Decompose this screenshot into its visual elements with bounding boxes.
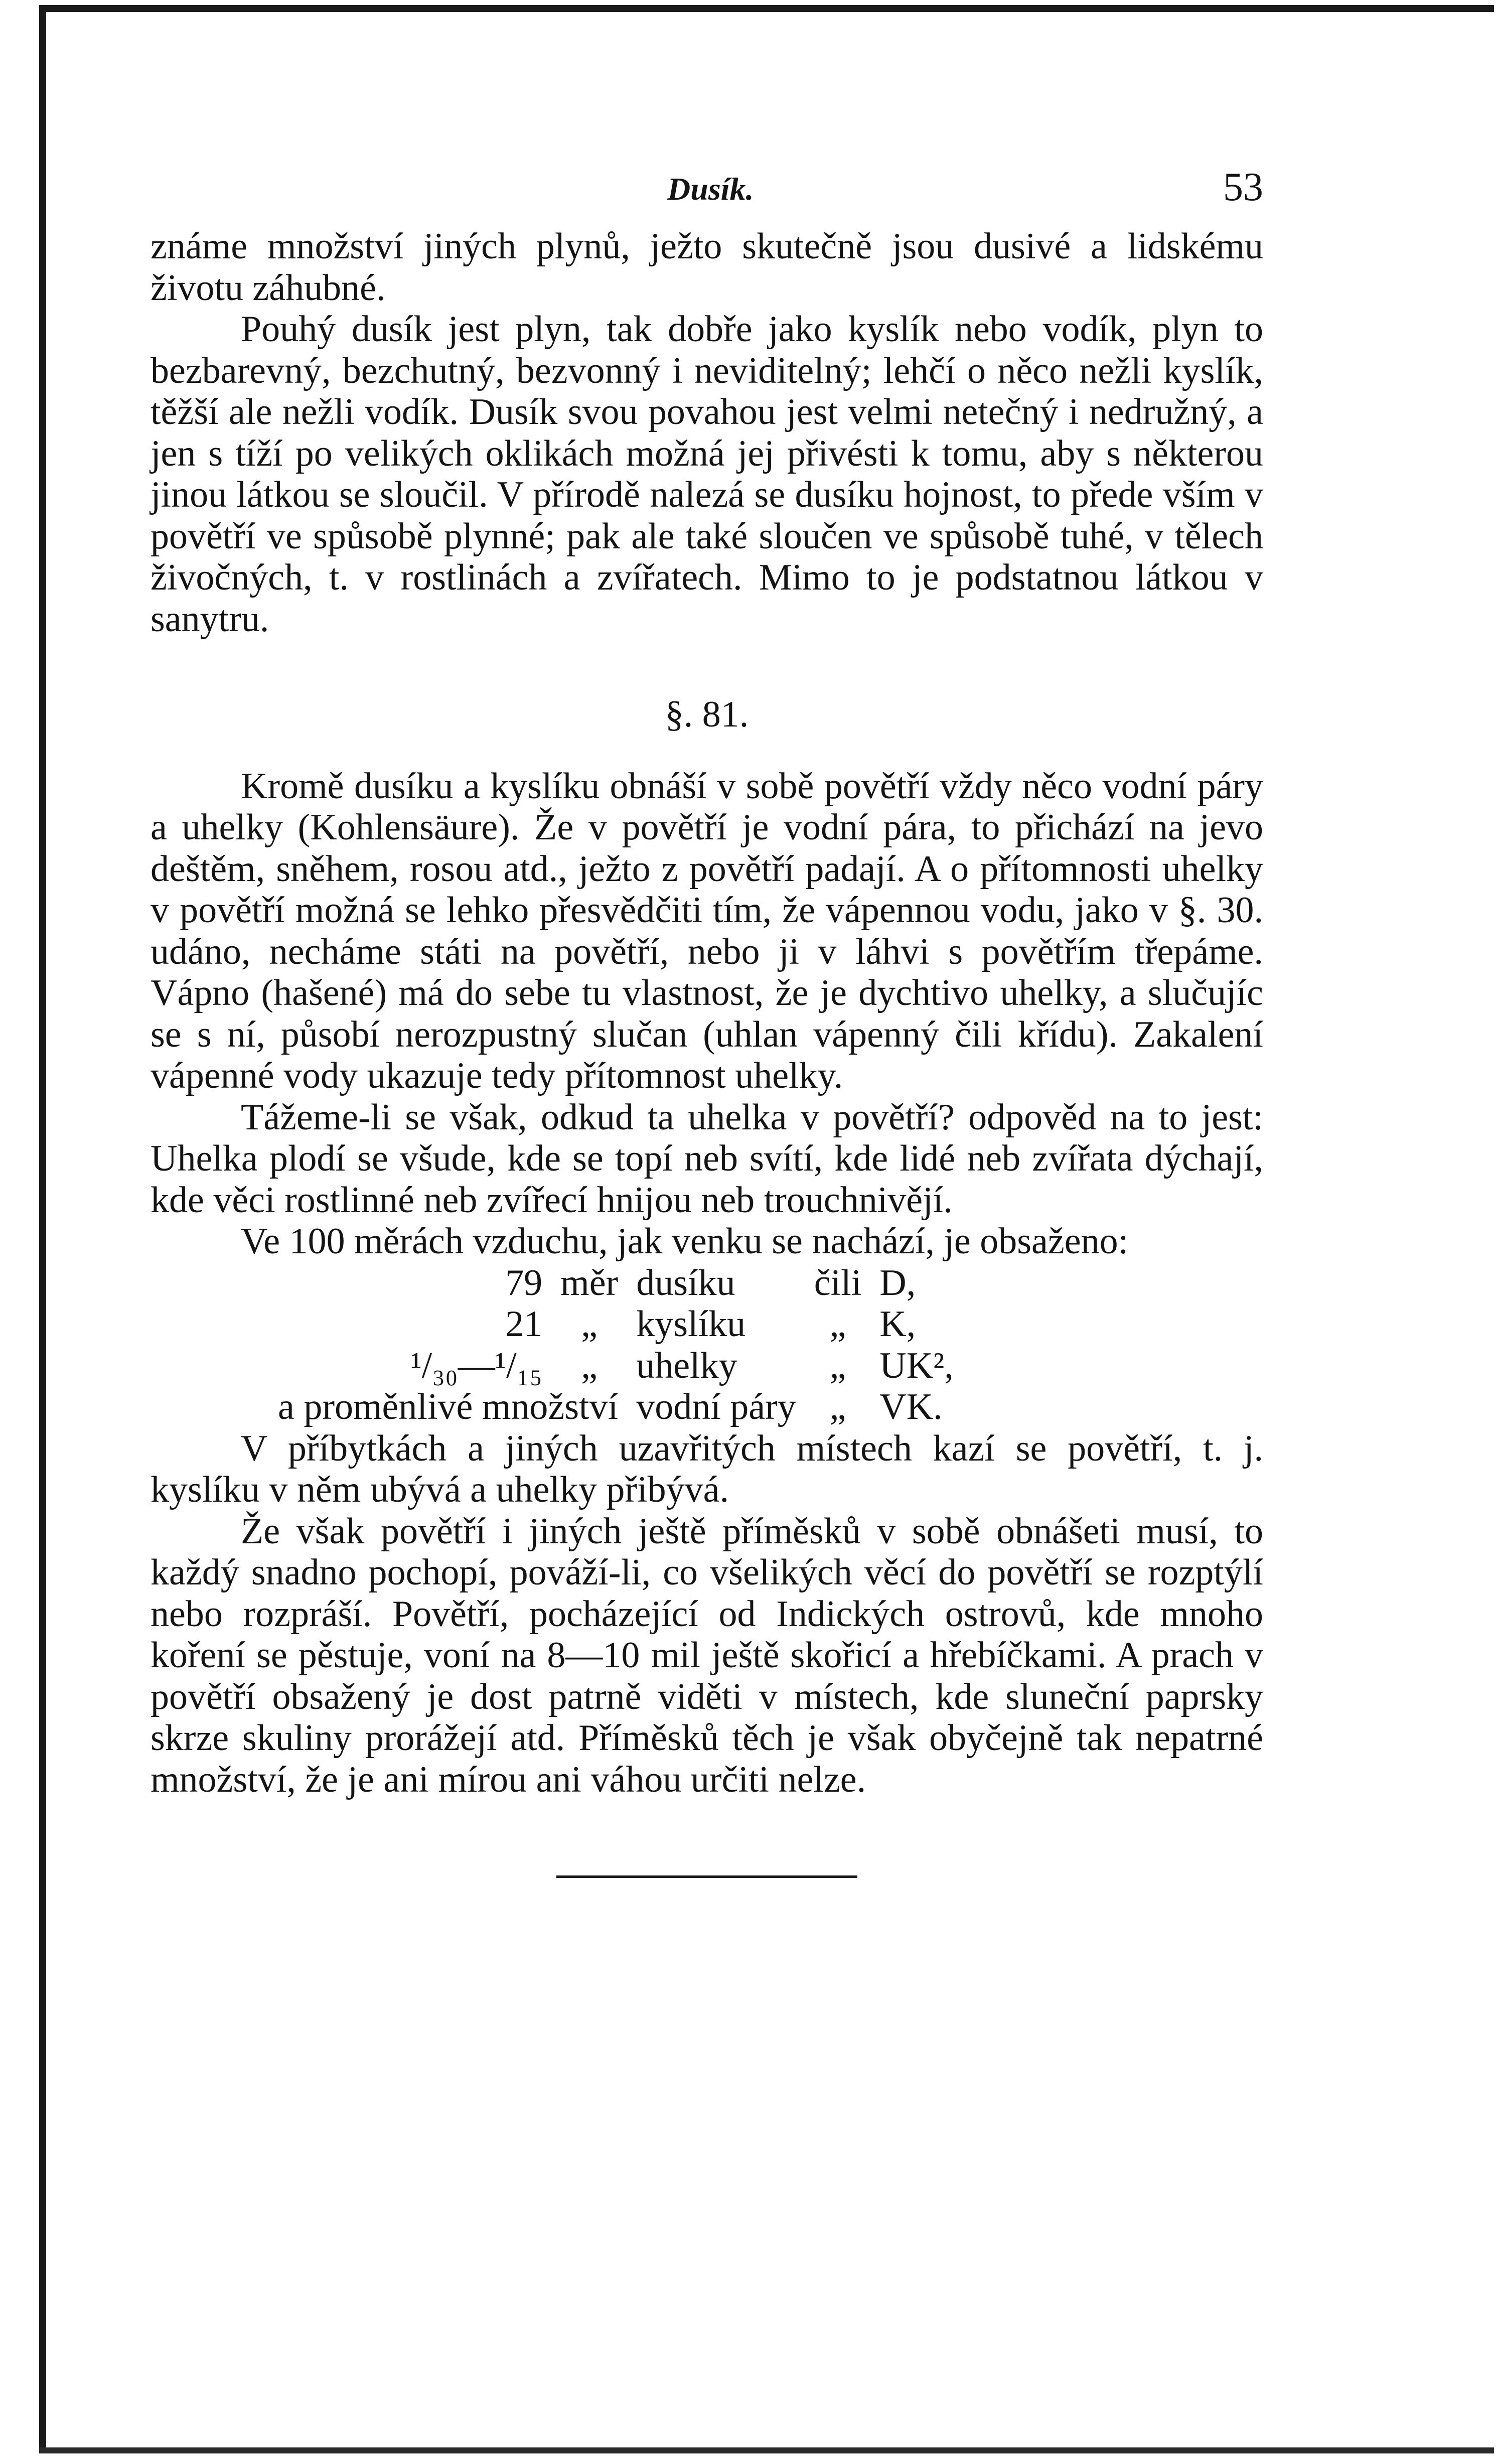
amount-cell: 21 — [505, 1303, 543, 1345]
table-row — [269, 1262, 963, 1304]
symbol-cell: VK. — [879, 1386, 943, 1427]
substance-cell: kyslíku — [636, 1303, 746, 1345]
scan-border-top — [39, 5, 1494, 12]
symbol-cell: K, — [879, 1303, 916, 1345]
paragraph: Tážeme-li se však, odkud ta uhelka v povětří? odpověd na to jest: Uhelka plodí se všude, kde se topí neb svítí, kde lidé neb zvířata dýchají, kde věci rostlinné neb zvířecí hnijou neb trouchnivějí. — [151, 1096, 1263, 1221]
conj-cell: čili — [814, 1262, 862, 1303]
page-header — [151, 156, 1263, 226]
paragraph: Ve 100 měrách vzduchu, jak venku se nachází, je obsaženo: — [241, 1221, 1129, 1262]
table-row — [269, 1303, 963, 1345]
substance-cell: vodní páry — [636, 1386, 796, 1427]
amount-cell: ¹/₃₀—¹/₁₅ — [410, 1345, 543, 1386]
amount-cell: 79 — [505, 1262, 543, 1303]
running-head: Dusík. — [667, 171, 754, 207]
book-page — [151, 156, 1263, 1878]
table-row — [269, 1386, 963, 1428]
conj-cell: „ — [829, 1303, 846, 1345]
scan-border-left — [39, 5, 46, 2453]
amount-cell: a proměnlivé množství — [278, 1386, 619, 1427]
measure-cell: měr — [560, 1262, 619, 1303]
section-heading: §. 81. — [665, 694, 749, 735]
scan-border-bottom — [39, 2447, 1494, 2453]
paragraph: Že však povětří i jiných ještě příměsků v sobě obnášeti musí, to každý snadno pochopí, pováží-li, co všelikých věcí do povětří se rozptýlí nebo rozpráší. Povětří, pocházející od Indických ostrovů, kde mnoho koření se pěstuje, voní na 8—10 mil ještě skořicí a hřebíčkami. A prach v povětří obsažený je dost patrně viděti v místech, kde sluneční paprsky skrze skuliny prorážejí atd. Příměsků těch je však obyčejně tak nepatrné množství, že je ani mírou ani váhou určiti nelze. — [151, 1510, 1263, 1800]
symbol-cell: UK², — [879, 1345, 954, 1386]
paragraph: Kromě dusíku a kyslíku obnáší v sobě povětří vždy něco vodní páry a uhelky (Kohlensäure). Že v povětří je vodní pára, to přichází na jevo deštěm, sněhem, rosou atd., ježto z povětří padají. A o přítomnosti uhelky v povětří možná se lehko přesvědčiti tím, že vápennou vodu, jako v §. 30. udáno, necháme státi na povětří, nebo ji v láhvi s povětřím třepáme. Vápno (hašené) má do sebe tu vlastnost, že je dychtivo uhelky, a slučujíc se s ní, působí nerozpustný slučan (uhlan vápenný čili křídu). Zakalení vápenné vody ukazuje tedy přítomnost uhelky. — [151, 765, 1263, 1096]
paragraph: V příbytkách a jiných uzavřitých místech kazí se povětří, t. j. kyslíku v něm ubývá a uhelky přibývá. — [151, 1427, 1263, 1510]
table-row — [269, 1345, 963, 1387]
substance-cell: uhelky — [636, 1345, 737, 1386]
symbol-cell: D, — [879, 1262, 916, 1303]
substance-cell: dusíku — [636, 1262, 735, 1303]
measure-cell: „ — [581, 1303, 598, 1345]
end-rule — [556, 1875, 857, 1878]
air-composition-table — [269, 1262, 963, 1428]
conj-cell: „ — [829, 1386, 846, 1427]
paragraph: Pouhý dusík jest plyn, tak dobře jako kyslík nebo vodík, plyn to bezbarevný, bezchutný, bezvonný i neviditelný; lehčí o něco nežli kyslík, těžší ale nežli vodík. Dusík svou povahou jest velmi netečný i nedružný, a jen s tíží po velikých oklikách možná jej přivésti k tomu, aby s některou jinou látkou se sloučil. V přírodě nalezá se dusíku hojnost, to přede vším v povětří ve spůsobě plynné; pak ale také sloučen ve spůsobě tuhé, v tělech živočných, t. v rostlinách a zvířatech. Mimo to je podstatnou látkou v sanytru. — [151, 309, 1263, 640]
paragraph: známe množství jiných plynů, ježto skutečně jsou dusivé a lidskému životu záhubné. — [151, 226, 1263, 309]
measure-cell: „ — [581, 1345, 598, 1386]
conj-cell: „ — [829, 1345, 846, 1386]
page-number: 53 — [1223, 165, 1263, 209]
